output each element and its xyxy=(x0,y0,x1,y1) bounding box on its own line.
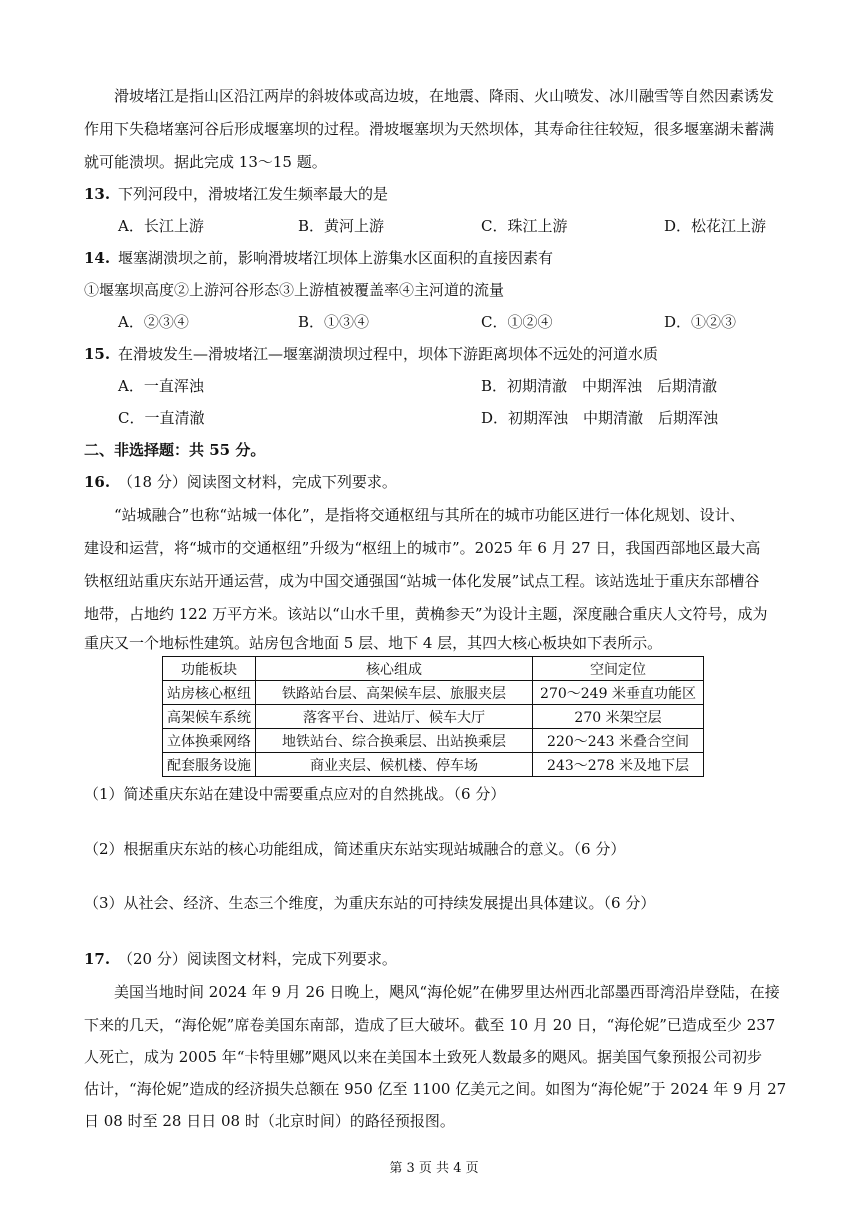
q16-material-line-2: 建设和运营，将“城市的交通枢纽”升级为“枢纽上的城市”。2025 年 6 月 27 日，我国西部地区最大高 xyxy=(84,539,761,557)
q17-material-line-2: 下来的几天，“海伦妮”席卷美国东南部，造成了巨大破坏。截至 10 月 20 日，“海伦妮”已造成至少 237 xyxy=(84,1016,776,1034)
question-14-number: 14. xyxy=(84,249,111,267)
table-cell: 铁路站台层、高架候车层、旅服夹层 xyxy=(256,681,533,705)
question-13 xyxy=(84,184,784,204)
table-row xyxy=(163,753,704,777)
question-14-option-d: D．①②③ xyxy=(664,313,737,331)
table-row xyxy=(163,705,704,729)
question-15-option-d: D．初期浑浊 中期清澈 后期浑浊 xyxy=(481,409,719,427)
intro-line-2: 作用下失稳堵塞河谷后形成堰塞坝的过程。滑坡堰塞坝为天然坝体，其寿命往往较短，很多堰塞湖未蓄满 xyxy=(84,120,775,138)
table-cell: 220～243 米叠合空间 xyxy=(533,729,704,753)
q16-sub-3: （3）从社会、经济、生态三个维度，为重庆东站的可持续发展提出具体建议。（6 分） xyxy=(84,894,656,912)
question-13-option-b: B．黄河上游 xyxy=(298,217,385,235)
q16-material-line-5: 重庆又一个地标性建筑。站房包含地面 5 层、地下 4 层，其四大核心板块如下表所示。 xyxy=(84,634,663,652)
q17-material-line-1: 美国当地时间 2024 年 9 月 26 日晚上，飓风“海伦妮”在佛罗里达州西北部墨西哥湾沿岸登陆，在接 xyxy=(114,983,780,1001)
intro-line-3: 就可能溃坝。据此完成 13～15 题。 xyxy=(84,153,327,171)
table-cell: 地铁站台、综合换乘层、出站换乘层 xyxy=(256,729,533,753)
question-16-head: （18 分）阅读图文材料，完成下列要求。 xyxy=(118,473,397,491)
question-13-number: 13. xyxy=(84,185,111,203)
question-14-option-a: A．②③④ xyxy=(118,313,189,331)
question-14-stem: 堰塞湖溃坝之前，影响滑坡堵江坝体上游集水区面积的直接因素有 xyxy=(118,249,554,267)
q17-material-line-3: 人死亡，成为 2005 年“卡特里娜”飓风以来在美国本土致死人数最多的飓风。据美国气象预报公司初步 xyxy=(84,1048,763,1066)
q16-sub-2: （2）根据重庆东站的核心功能组成，简述重庆东站实现站城融合的意义。（6 分） xyxy=(84,840,626,858)
question-15-number: 15. xyxy=(84,345,111,363)
question-13-option-a: A．长江上游 xyxy=(118,217,204,235)
intro-line-1: 滑坡堵江是指山区沿江两岸的斜坡体或高边坡，在地震、降雨、火山喷发、冰川融雪等自然因素诱发 xyxy=(114,87,775,105)
q17-material-line-4: 估计，“海伦妮”造成的经济损失总额在 950 亿至 1100 亿美元之间。如图为“海伦妮”于 2024 年 9 月 27 xyxy=(84,1080,787,1098)
table-cell: 270 米架空层 xyxy=(533,705,704,729)
station-core-table xyxy=(162,656,704,777)
question-14-option-b: B．①③④ xyxy=(298,313,370,331)
question-13-option-c: C．珠江上游 xyxy=(481,217,568,235)
question-14 xyxy=(84,248,784,268)
question-15-option-c: C．一直清澈 xyxy=(118,409,205,427)
table-cell: 配套服务设施 xyxy=(163,753,256,777)
q16-material-line-3: 铁枢纽站重庆东站开通运营，成为中国交通强国“站城一体化发展”试点工程。该站选址于重庆东部槽谷 xyxy=(84,572,760,590)
q17-material-line-5: 日 08 时至 28 日日 08 时（北京时间）的路径预报图。 xyxy=(84,1112,455,1130)
section-2-heading: 二、非选择题：共 55 分。 xyxy=(84,441,266,459)
table-header-cell: 功能板块 xyxy=(163,657,256,681)
question-13-option-d: D．松花江上游 xyxy=(664,217,767,235)
question-15-option-a: A．一直浑浊 xyxy=(118,377,204,395)
table-row xyxy=(163,681,704,705)
table-header-cell: 空间定位 xyxy=(533,657,704,681)
table-row xyxy=(163,729,704,753)
question-15-stem: 在滑坡发生—滑坡堵江—堰塞湖溃坝过程中，坝体下游距离坝体不远处的河道水质 xyxy=(118,345,659,363)
table-header-cell: 核心组成 xyxy=(256,657,533,681)
question-13-stem: 下列河段中，滑坡堵江发生频率最大的是 xyxy=(118,185,389,203)
question-14-items: ①堰塞坝高度②上游河谷形态③上游植被覆盖率④主河道的流量 xyxy=(84,281,505,299)
table-cell: 商业夹层、候机楼、停车场 xyxy=(256,753,533,777)
page-footer: 第 3 页 共 4 页 xyxy=(389,1161,479,1176)
q16-sub-1: （1）简述重庆东站在建设中需要重点应对的自然挑战。（6 分） xyxy=(84,785,506,803)
table-cell: 落客平台、进站厅、候车大厅 xyxy=(256,705,533,729)
question-16-number: 16. xyxy=(84,473,111,491)
table-cell: 270～249 米垂直功能区 xyxy=(533,681,704,705)
question-17-head: （20 分）阅读图文材料，完成下列要求。 xyxy=(118,950,397,968)
question-17 xyxy=(84,949,784,969)
table-cell: 高架候车系统 xyxy=(163,705,256,729)
table-header-row xyxy=(163,657,704,681)
question-16 xyxy=(84,472,784,492)
question-15-option-b: B．初期清澈 中期浑浊 后期清澈 xyxy=(481,377,718,395)
q16-material-line-4: 地带，占地约 122 万平方米。该站以“山水千里，黄桷参天”为设计主题，深度融合重庆人文符号，成为 xyxy=(84,605,768,623)
q16-material-line-1: “站城融合”也称“站城一体化”，是指将交通枢纽与其所在的城市功能区进行一体化规划、设计、 xyxy=(114,506,745,524)
table-cell: 243～278 米及地下层 xyxy=(533,753,704,777)
table-cell: 立体换乘网络 xyxy=(163,729,256,753)
question-15 xyxy=(84,344,784,364)
question-14-option-c: C．①②④ xyxy=(481,313,553,331)
table-cell: 站房核心枢纽 xyxy=(163,681,256,705)
question-17-number: 17. xyxy=(84,950,111,968)
